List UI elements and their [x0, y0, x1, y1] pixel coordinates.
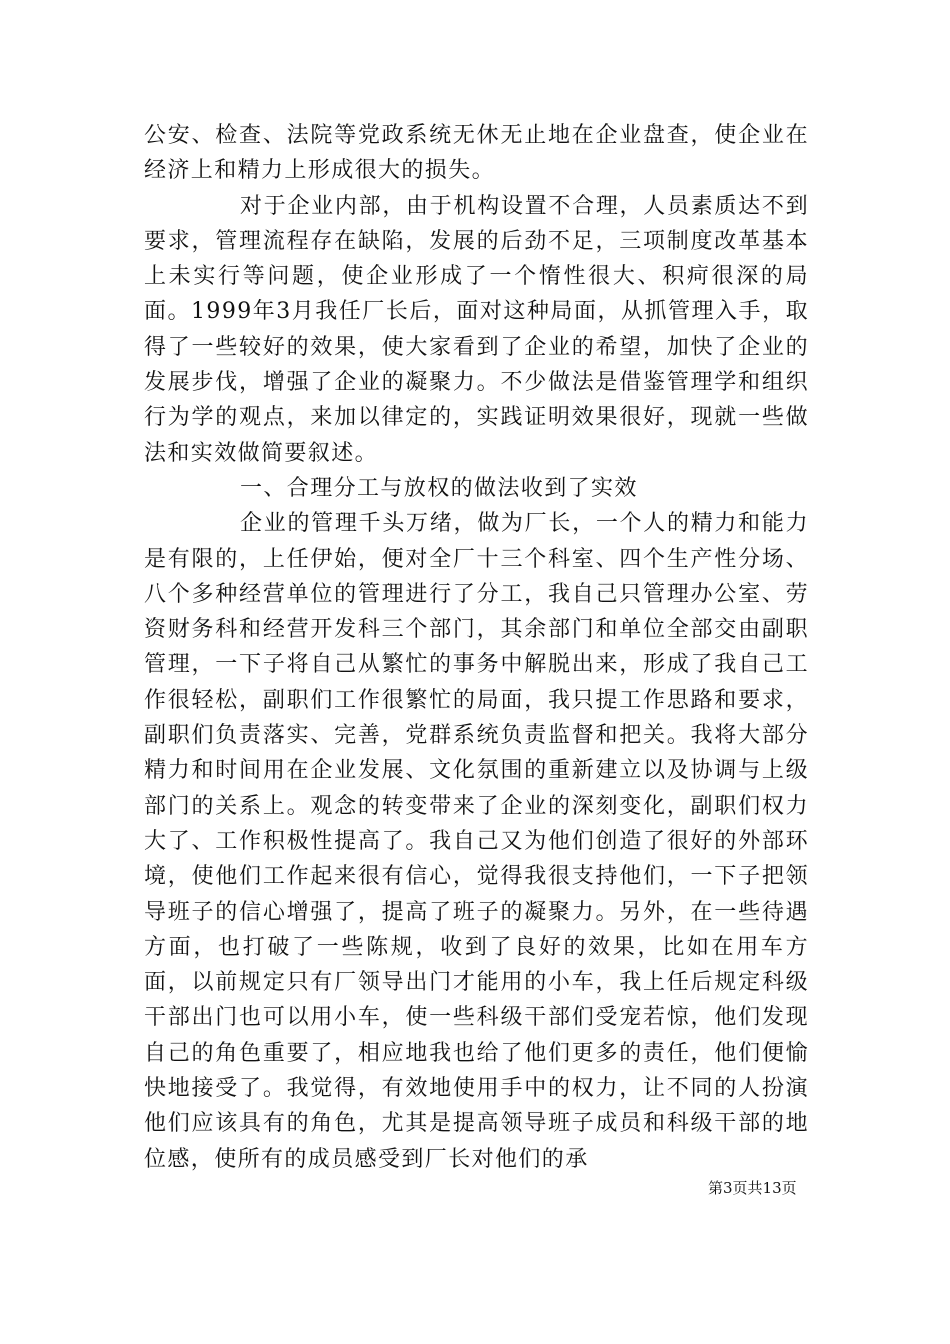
document-body: [144, 118, 809, 1177]
page-footer: 第3页共13页: [708, 1179, 797, 1197]
paragraph-internal-issues: 对于企业内部，由于机构设置不合理，人员素质达不到要求，管理流程存在缺陷，发展的后劲不足，三项制度改革基本上未实行等问题，使企业形成了一个惰性很大、积疴很深的局面。1999年3月我任厂长后，面对这种局面，从抓管理入手，取得了一些较好的效果，使大家看到了企业的希望，加快了企业的发展步伐，增强了企业的凝聚力。不少做法是借鉴管理学和组织行为学的观点，来加以律定的，实践证明效果很好，现就一些做法和实效做简要叙述。: [144, 193, 809, 466]
section-heading: 一、合理分工与放权的做法收到了实效: [240, 475, 638, 501]
paragraph-continuation: 公安、检查、法院等党政系统无休无止地在企业盘查，使企业在经济上和精力上形成很大的损失。: [144, 123, 809, 184]
paragraph-delegation: 企业的管理千头万绪，做为厂长，一个人的精力和能力是有限的，上任伊始，便对全厂十三个科室、四个生产性分场、八个多种经营单位的管理进行了分工，我自己只管理办公室、劳资财务科和经营开发科三个部门，其余部门和单位全部交由副职管理，一下子将自己从繁忙的事务中解脱出来，形成了我自己工作很轻松，副职们工作很繁忙的局面，我只提工作思路和要求，副职们负责落实、完善，党群系统负责监督和把关。我将大部分精力和时间用在企业发展、文化氛围的重新建立以及协调与上级部门的关系上。观念的转变带来了企业的深刻变化，副职们权力大了、工作积极性提高了。我自己又为他们创造了很好的外部环境，使他们工作起来很有信心，觉得我很支持他们，一下子把领导班子的信心增强了，提高了班子的凝聚力。另外，在一些待遇方面，也打破了一些陈规，收到了良好的效果，比如在用车方面，以前规定只有厂领导出门才能用的小车，我上任后规定科级干部出门也可以用小车，使一些科级干部们受宠若惊，他们发现自己的角色重要了，相应地我也给了他们更多的责任，他们便愉快地接受了。我觉得，有效地使用手中的权力，让不同的人扮演他们应该具有的角色，尤其是提高领导班子成员和科级干部的地位感，使所有的成员感受到厂长对他们的承: [144, 511, 809, 1172]
